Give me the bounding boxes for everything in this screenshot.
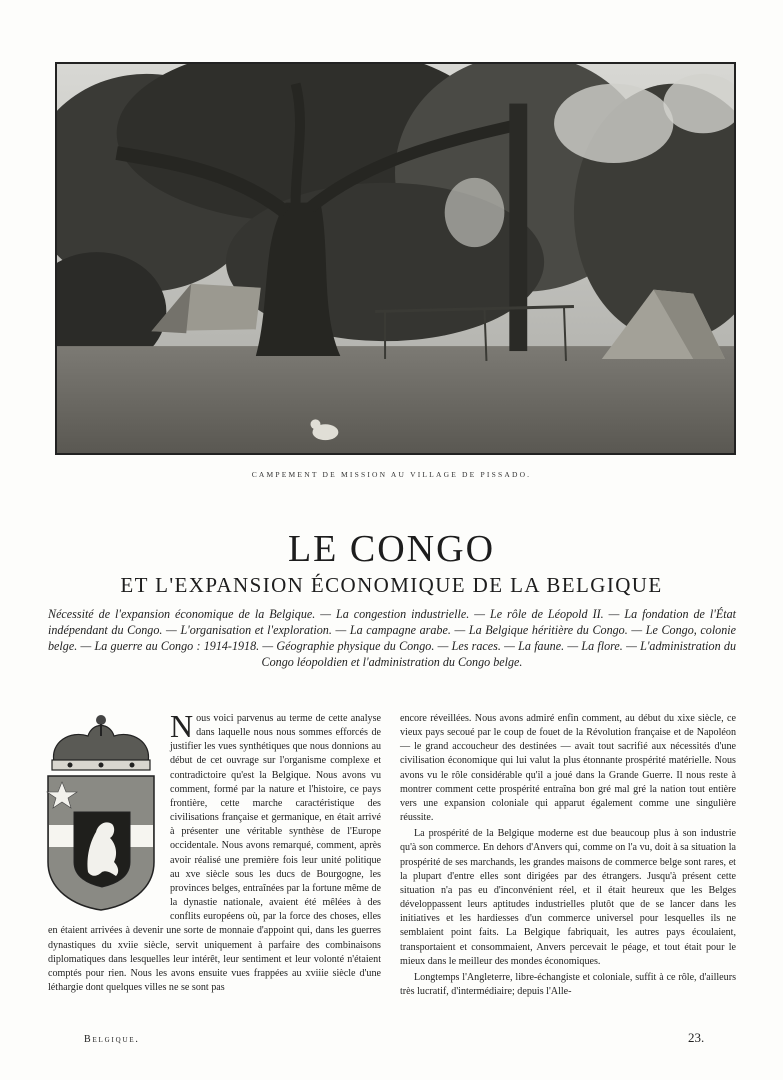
right-paragraph-2: La prospérité de la Belgique moderne est due beaucoup plus à son industrie qu'à son commerce. En dehors d'Anvers qui, comme on l'a vu, doit à sa situation la prospérité de ses marchands, les grandes maisons de commerce belge sont rares, et la plupart d'entre elles sont dirigées par des étrangers. Jusqu'à présent cette situation n'a pas eu d'inconvénient réel, et il était heureux que les Belges développassent leurs aptitudes industrielles plutôt que de se lancer dans les initiatives et les hardiesses d'un commerce universel pour lesquelles ils ne semblaient point faits. La Belgique fabriquait, les autres pays écoulaient, transportaient et consommaient, Anvers percevait le péage, et tout était pour le mieux dans le meilleur des mondes économiques. — [400, 828, 736, 967]
belgian-crest-icon — [40, 712, 162, 912]
campsite-photo-illustration — [57, 64, 734, 453]
right-paragraph-1: encore réveillées. Nous avons admiré enfin comment, au début du xixe siècle, ce vieux pays secoué par le coup de fouet de la Révolution française et de Napoléon — le grand accoucheur des destinées — avait tout sacrifié aux nécessités d'une civilisation économique qui lui valut la plus étonnante prospérité matérielle. Nous avons vu le rôle considérable qu'il a joué dans la Grande Guerre. Il nous reste à montrer comment cette prospérité entraîna bon gré mal gré la nation tout entière vers une expansion coloniale qui apparut également comme une singulière réussite. — [400, 713, 736, 824]
left-column-text: ous voici parvenus au terme de cette analyse dans laquelle nous nous sommes efforcés de justifier les vues synthétiques que nous donnions au début de cet ouvrage sur l'organisme complexe et contradictoire qu'est la Belgique. Nous avons vu comment, formé par la nature et l'histoire, ce pays frontière, cette marche caractéristique des civilisations française et germanique, en était arrivé à présenter une véritable synthèse de l'Europe occidentale. Nous avons remarqué, comment, après avoir réalisé une première fois leur unité politique au xve siècle sous les ducs de Bourgogne, les provinces belges, entraînées par la fortune même de la dynastie nationale, avaient été mêlées à des conflits européens où, par la force des choses, elles en étaient arrivées à devenir une sorte de monnaie d'appoint qui, dans les guerres dynastiques du xviie siècle, servit uniquement à parfaire des combinaisons diplomatiques dans lesquelles leur intérêt, leur sentiment et leur volonté n'étaient comptés pour rien. Nous les avons ensuite vues frappées au xviiie siècle d'une léthargie dont quelques villes ne se sont pas — [48, 713, 381, 993]
article-title: LE CONGO — [287, 528, 496, 570]
article-subtitle: ET L'EXPANSION ÉCONOMIQUE DE LA BELGIQUE — [120, 573, 663, 597]
right-paragraph-3: Longtemps l'Angleterre, libre-échangiste et coloniale, suffit à ce rôle, d'ailleurs très lucratif, d'intermédiaire; depuis l'Alle- — [400, 971, 736, 997]
right-column — [400, 712, 736, 999]
page-number: 23. — [688, 1030, 705, 1045]
left-column — [48, 708, 381, 995]
campsite-photograph — [55, 62, 736, 455]
photo-caption: CAMPEMENT DE MISSION AU VILLAGE DE PISSADO. — [251, 470, 532, 479]
running-footer: Belgique. — [84, 1034, 140, 1045]
chapter-summary: Nécessité de l'expansion économique de la Belgique. — La congestion industrielle. — Le rôle de Léopold II. — La fondation de l'État indépendant du Congo. — L'organisation et l'exploration. — La campagne arabe. — La Belgique héritière du Congo. — Le Congo, colonie belge. — La guerre au Congo : 1914-1918. — Géographie physique du Congo. — Les races. — La faune. — La flore. — L'administration du Congo léopoldien et l'administration du Congo belge. — [48, 607, 736, 669]
drop-cap: N — [170, 708, 194, 744]
